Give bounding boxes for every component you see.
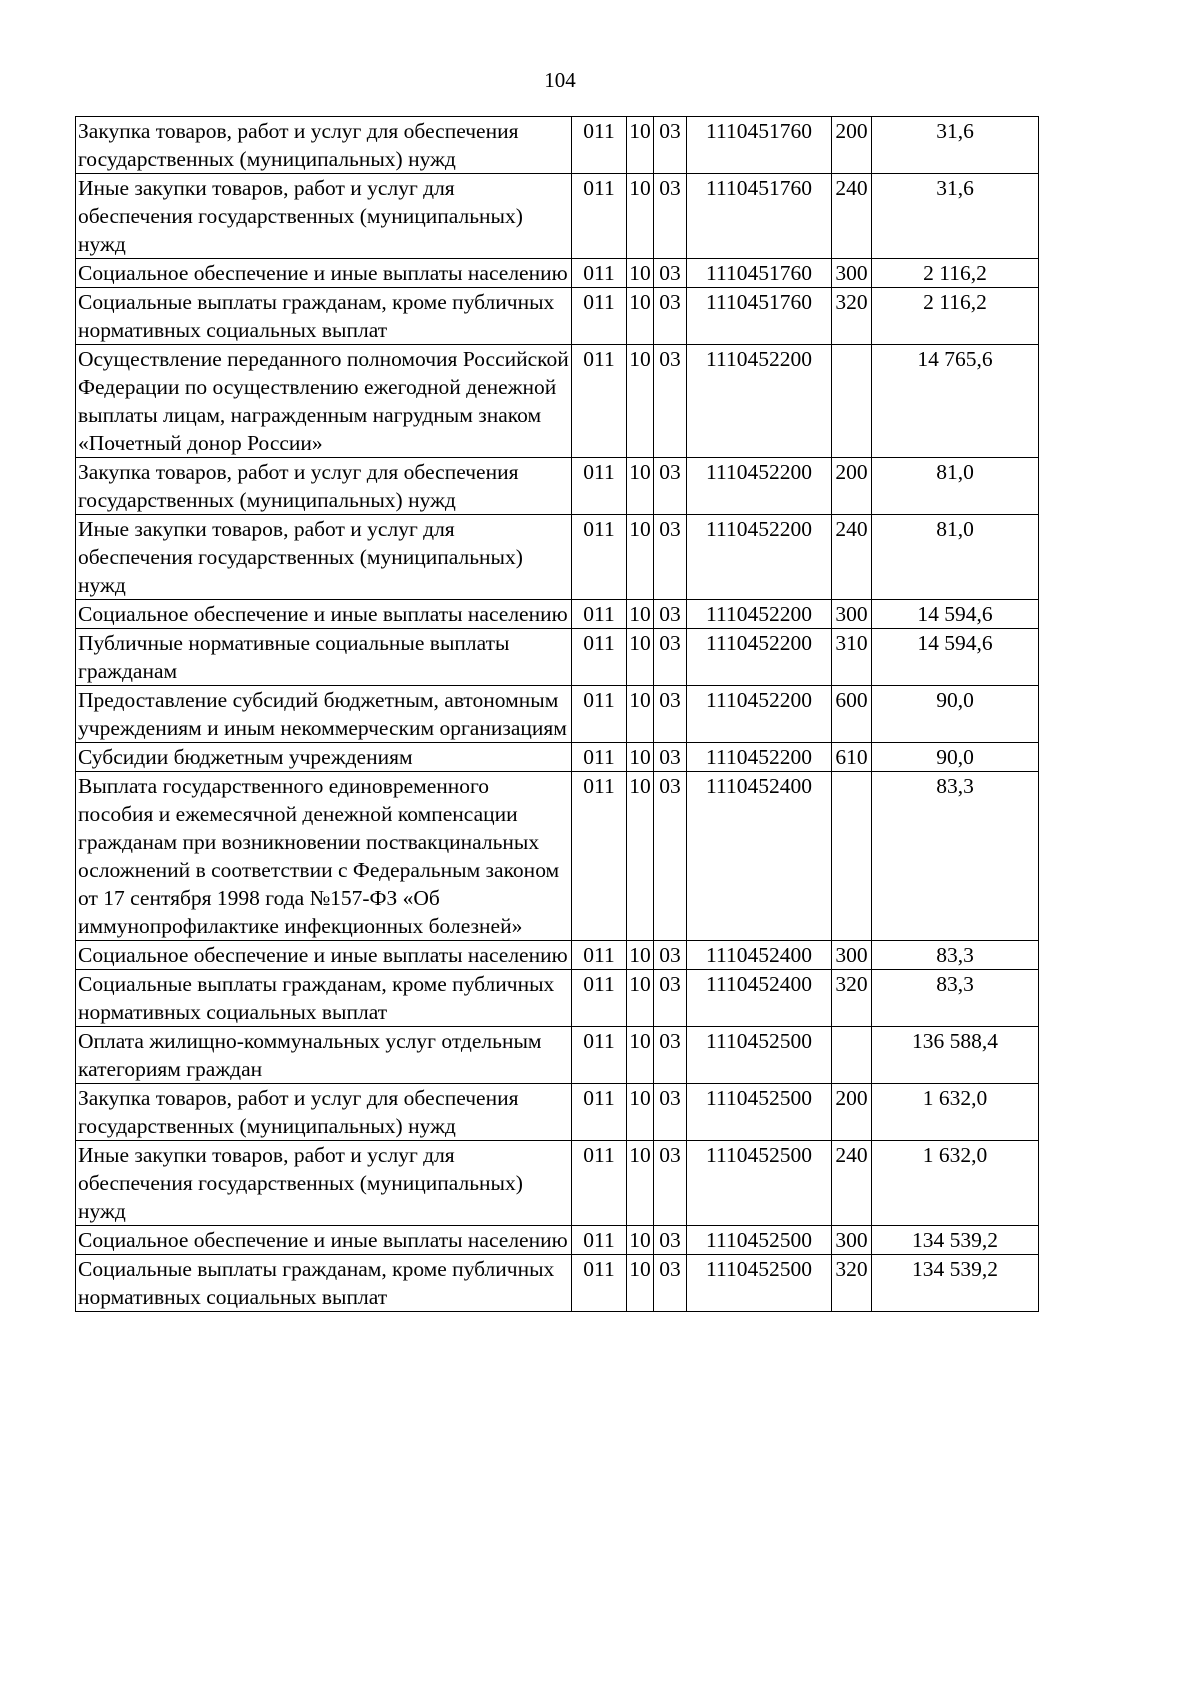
row-section-cell: 10: [627, 1084, 654, 1141]
row-type-cell: 300: [832, 600, 872, 629]
row-type-cell: 200: [832, 117, 872, 174]
row-name-cell: Социальное обеспечение и иные выплаты населению: [76, 941, 572, 970]
budget-table: [75, 116, 1039, 1312]
row-name-cell: Иные закупки товаров, работ и услуг для обеспечения государственных (муниципальных) нужд: [76, 515, 572, 600]
row-code-cell: 011: [572, 1141, 627, 1226]
row-amount-cell: 14 594,6: [872, 600, 1039, 629]
row-subsection-cell: 03: [654, 458, 687, 515]
row-name-cell: Социальное обеспечение и иные выплаты населению: [76, 259, 572, 288]
row-code-cell: 011: [572, 629, 627, 686]
row-type-cell: [832, 1027, 872, 1084]
row-amount-cell: 83,3: [872, 941, 1039, 970]
row-target-cell: 1110452200: [687, 600, 832, 629]
row-section-cell: 10: [627, 174, 654, 259]
table-row: [76, 345, 1039, 458]
row-type-cell: 300: [832, 941, 872, 970]
table-row: [76, 772, 1039, 941]
row-target-cell: 1110452200: [687, 458, 832, 515]
row-target-cell: 1110452500: [687, 1226, 832, 1255]
table-row: [76, 686, 1039, 743]
row-code-cell: 011: [572, 600, 627, 629]
row-code-cell: 011: [572, 686, 627, 743]
row-subsection-cell: 03: [654, 174, 687, 259]
row-name-cell: Закупка товаров, работ и услуг для обеспечения государственных (муниципальных) нужд: [76, 458, 572, 515]
table-row: [76, 1141, 1039, 1226]
row-code-cell: 011: [572, 1027, 627, 1084]
row-name-cell: Социальное обеспечение и иные выплаты населению: [76, 600, 572, 629]
row-subsection-cell: 03: [654, 345, 687, 458]
row-target-cell: 1110452200: [687, 515, 832, 600]
row-section-cell: 10: [627, 743, 654, 772]
row-subsection-cell: 03: [654, 629, 687, 686]
row-type-cell: 320: [832, 288, 872, 345]
row-amount-cell: 1 632,0: [872, 1084, 1039, 1141]
row-target-cell: 1110452400: [687, 941, 832, 970]
row-amount-cell: 31,6: [872, 117, 1039, 174]
row-name-cell: Оплата жилищно-коммунальных услуг отдельным категориям граждан: [76, 1027, 572, 1084]
row-target-cell: 1110451760: [687, 117, 832, 174]
row-amount-cell: 31,6: [872, 174, 1039, 259]
row-target-cell: 1110452500: [687, 1084, 832, 1141]
row-code-cell: 011: [572, 117, 627, 174]
row-subsection-cell: 03: [654, 1255, 687, 1312]
row-section-cell: 10: [627, 941, 654, 970]
row-section-cell: 10: [627, 288, 654, 345]
row-subsection-cell: 03: [654, 1027, 687, 1084]
row-section-cell: 10: [627, 970, 654, 1027]
row-type-cell: 200: [832, 1084, 872, 1141]
row-amount-cell: 1 632,0: [872, 1141, 1039, 1226]
row-section-cell: 10: [627, 772, 654, 941]
row-target-cell: 1110452400: [687, 970, 832, 1027]
row-section-cell: 10: [627, 600, 654, 629]
row-code-cell: 011: [572, 288, 627, 345]
row-section-cell: 10: [627, 515, 654, 600]
row-amount-cell: 134 539,2: [872, 1255, 1039, 1312]
row-name-cell: Предоставление субсидий бюджетным, автономным учреждениям и иным некоммерческим организациям: [76, 686, 572, 743]
row-name-cell: Социальное обеспечение и иные выплаты населению: [76, 1226, 572, 1255]
row-subsection-cell: 03: [654, 259, 687, 288]
row-code-cell: 011: [572, 515, 627, 600]
table-row: [76, 288, 1039, 345]
row-type-cell: 310: [832, 629, 872, 686]
row-name-cell: Социальные выплаты гражданам, кроме публичных нормативных социальных выплат: [76, 1255, 572, 1312]
table-row: [76, 174, 1039, 259]
row-name-cell: Закупка товаров, работ и услуг для обеспечения государственных (муниципальных) нужд: [76, 1084, 572, 1141]
row-name-cell: Иные закупки товаров, работ и услуг для обеспечения государственных (муниципальных) нужд: [76, 1141, 572, 1226]
row-amount-cell: 83,3: [872, 970, 1039, 1027]
row-type-cell: 240: [832, 174, 872, 259]
row-subsection-cell: 03: [654, 970, 687, 1027]
table-row: [76, 941, 1039, 970]
row-amount-cell: 81,0: [872, 515, 1039, 600]
row-section-cell: 10: [627, 1255, 654, 1312]
row-target-cell: 1110452500: [687, 1255, 832, 1312]
row-target-cell: 1110451760: [687, 174, 832, 259]
row-code-cell: 011: [572, 970, 627, 1027]
row-section-cell: 10: [627, 458, 654, 515]
row-target-cell: 1110451760: [687, 259, 832, 288]
row-type-cell: 200: [832, 458, 872, 515]
row-code-cell: 011: [572, 345, 627, 458]
table-row: [76, 970, 1039, 1027]
row-section-cell: 10: [627, 686, 654, 743]
row-code-cell: 011: [572, 941, 627, 970]
table-row: [76, 1027, 1039, 1084]
table-row: [76, 743, 1039, 772]
row-name-cell: Социальные выплаты гражданам, кроме публичных нормативных социальных выплат: [76, 970, 572, 1027]
table-row: [76, 600, 1039, 629]
row-section-cell: 10: [627, 345, 654, 458]
row-subsection-cell: 03: [654, 288, 687, 345]
row-name-cell: Осуществление переданного полномочия Российской Федерации по осуществлению ежегодной денежной выплаты лицам, награжденным нагрудным знаком «Почетный донор России»: [76, 345, 572, 458]
row-type-cell: 300: [832, 1226, 872, 1255]
row-section-cell: 10: [627, 1226, 654, 1255]
page-number: 104: [544, 68, 576, 92]
row-code-cell: 011: [572, 174, 627, 259]
row-section-cell: 10: [627, 1027, 654, 1084]
row-name-cell: Публичные нормативные социальные выплаты гражданам: [76, 629, 572, 686]
row-amount-cell: 2 116,2: [872, 288, 1039, 345]
row-section-cell: 10: [627, 629, 654, 686]
row-subsection-cell: 03: [654, 941, 687, 970]
row-code-cell: 011: [572, 743, 627, 772]
row-target-cell: 1110451760: [687, 288, 832, 345]
row-subsection-cell: 03: [654, 1141, 687, 1226]
row-code-cell: 011: [572, 458, 627, 515]
row-subsection-cell: 03: [654, 117, 687, 174]
row-target-cell: 1110452500: [687, 1027, 832, 1084]
row-name-cell: Субсидии бюджетным учреждениям: [76, 743, 572, 772]
row-type-cell: [832, 772, 872, 941]
row-subsection-cell: 03: [654, 1226, 687, 1255]
row-section-cell: 10: [627, 259, 654, 288]
row-target-cell: 1110452200: [687, 345, 832, 458]
row-type-cell: 300: [832, 259, 872, 288]
row-subsection-cell: 03: [654, 743, 687, 772]
row-type-cell: [832, 345, 872, 458]
row-target-cell: 1110452400: [687, 772, 832, 941]
row-target-cell: 1110452500: [687, 1141, 832, 1226]
row-type-cell: 600: [832, 686, 872, 743]
table-row: [76, 1255, 1039, 1312]
row-target-cell: 1110452200: [687, 629, 832, 686]
row-target-cell: 1110452200: [687, 686, 832, 743]
table-row: [76, 629, 1039, 686]
row-name-cell: Выплата государственного единовременного пособия и ежемесячной денежной компенсации гражданам при возникновении поствакцинальных осложнений в соответствии с Федеральным законом от 17 сентября 1998 года №157-ФЗ «Об иммунопрофилактике инфекционных болезней»: [76, 772, 572, 941]
row-type-cell: 320: [832, 970, 872, 1027]
row-subsection-cell: 03: [654, 1084, 687, 1141]
row-subsection-cell: 03: [654, 686, 687, 743]
row-name-cell: Иные закупки товаров, работ и услуг для обеспечения государственных (муниципальных) нужд: [76, 174, 572, 259]
row-amount-cell: 134 539,2: [872, 1226, 1039, 1255]
row-section-cell: 10: [627, 117, 654, 174]
table-row: [76, 515, 1039, 600]
budget-table-body: [76, 117, 1039, 1312]
row-type-cell: 320: [832, 1255, 872, 1312]
row-type-cell: 610: [832, 743, 872, 772]
table-row: [76, 259, 1039, 288]
row-subsection-cell: 03: [654, 600, 687, 629]
table-row: [76, 117, 1039, 174]
row-amount-cell: 83,3: [872, 772, 1039, 941]
row-amount-cell: 2 116,2: [872, 259, 1039, 288]
table-row: [76, 1084, 1039, 1141]
row-amount-cell: 81,0: [872, 458, 1039, 515]
row-section-cell: 10: [627, 1141, 654, 1226]
row-type-cell: 240: [832, 515, 872, 600]
row-code-cell: 011: [572, 1255, 627, 1312]
row-subsection-cell: 03: [654, 515, 687, 600]
row-name-cell: Социальные выплаты гражданам, кроме публичных нормативных социальных выплат: [76, 288, 572, 345]
row-subsection-cell: 03: [654, 772, 687, 941]
row-amount-cell: 90,0: [872, 686, 1039, 743]
row-code-cell: 011: [572, 1084, 627, 1141]
row-amount-cell: 14 594,6: [872, 629, 1039, 686]
row-code-cell: 011: [572, 259, 627, 288]
row-code-cell: 011: [572, 1226, 627, 1255]
row-amount-cell: 136 588,4: [872, 1027, 1039, 1084]
row-type-cell: 240: [832, 1141, 872, 1226]
row-name-cell: Закупка товаров, работ и услуг для обеспечения государственных (муниципальных) нужд: [76, 117, 572, 174]
row-amount-cell: 90,0: [872, 743, 1039, 772]
table-row: [76, 458, 1039, 515]
row-amount-cell: 14 765,6: [872, 345, 1039, 458]
table-row: [76, 1226, 1039, 1255]
row-code-cell: 011: [572, 772, 627, 941]
row-target-cell: 1110452200: [687, 743, 832, 772]
